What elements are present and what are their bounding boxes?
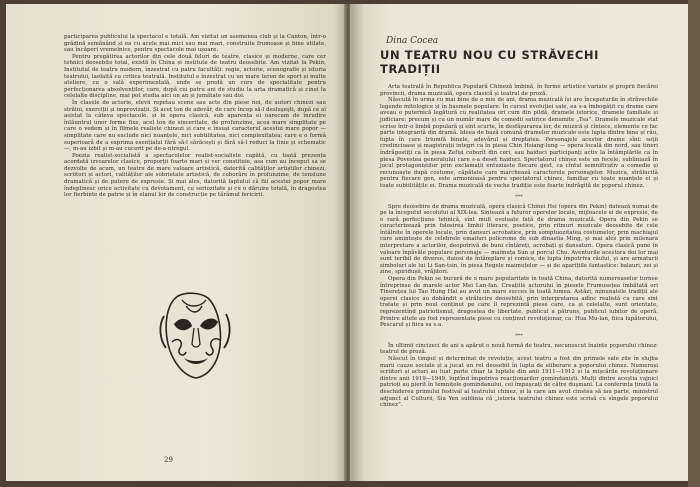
article-title: UN TEATRU NOU CU STRĂVECHI TRADIȚII xyxy=(380,48,600,76)
left-paragraph: În clasele de actorie, elevii repetau scene sau acte din piese noi, de autori chinezi sau străini, exerciții și improvizații. Și aceț ton de adevăr, de care încep să-l desluşeşti, după ce ai asistat la câteva spectacole, și în opera clasică, sub aparența ei oarecum de înrudire înlăuntrul unor forme fixe, acel ton de sinceritate, de profunzime, acea mare simplitate pe care o vedem și în filmele realiste chinezi și care e însuși caracterul acestui mare popor — simplitate care nu exclude nici nuanțele, nici subtilitatea, nici complexitatea; care e o formă superioară de a exprima esențialul fără să-l sărăcești și fără să-l reduci la linie și schematic —, m-au izbit și m-au cucerit pe de-a-ntregul. xyxy=(64,99,326,153)
right-column xyxy=(380,36,658,409)
page-number: 29 xyxy=(164,456,173,464)
book-edge xyxy=(688,0,700,487)
right-paragraph: Opera din Pekin se bucură de o mare popularitate în toată China, datorită numeroaselor turnee întreprinse de marele actor Mei Lan-fan. Creațiile actorului în piesele Frumusețea îmbătată ori Tinerețea lui Tao Hung Hai au avut un mare succes în toată lumea. Astăzi, minunatele tradiții ale operei clasice au dobândit o strălucire deosebită, prin interpretarea adînc realistă cu care sint tratate și prin noul conținut pe care îl reprezintă piese care, ca și celelalte, sunt orientate, reprezentînd patriotismul, dragostea de libertate, publicul a pătruns, publicul iubitor de operă. Printre altele au fost reprezentate piese cu conținut revoluționar, ca: Hua Mu-lan, fiica lupătorului, Pescarul și fiica sa s.a. xyxy=(380,276,658,329)
right-paragraph: În ultimii cincizeci de ani a apărut o nouă formă de teatru, necunoscut înainte poporului chinez: teatrul de proză. xyxy=(380,342,658,356)
section-separator: *** xyxy=(515,193,523,200)
left-page xyxy=(6,4,346,481)
left-paragraph: Poezia realist-socialistă a spectacolelor realist-socialiste capătă, cu toată prezența acordată izvoarelor clasice, proporții foarte mari și ver constituie, asa cum au început sa se dezvolte de acum, un teatru de mare valoare artistică, datorită calităților artiștilor chinezi, scriitori și actori, calităților ale sobrietate artistică, de coborâre în profunzime, de tensiune dramatică și de putere de expresie. Și mai ales, datorită faptului că fiii acestui popor mare îndeplinesc orice activitate cu devotament, cu seriozitate și cu o dăruire totală, în dragostea lor fierbinte de patrie și în elanul lor de construcție pe tărâmul fericirii. xyxy=(64,152,326,199)
right-paragraph: Arta teatrală în Republica Populară Chineză îmbină, în forme artistice variate și proprii fiecărei provincii, drama muzicală, opera clasică și teatrul de proză. xyxy=(380,84,658,97)
right-page xyxy=(350,4,690,481)
opera-mask-illustration xyxy=(156,286,234,382)
left-paragraph: Pentru pregătirea actorilor din cele două feluri de teatre, clasice și moderne, care cer tehnici deosebite total, există în China și institute de teatru deosebite. Am vizitat la Pekin, Institutul de teatru modern, înzestrat cu patru facultăți: regie, actorie, scenografie și istoria teatrului, laolaltă cu critica teatrală. Institutul e înzestrat cu un mare teren de sport și multe ateliere, cu o sală experimentală, unde se predă un curs de specialitate pentru perfecționarea absolvenților, care, după cei patru ani de studiu la arta dramatică și cinei la celelalte discipline, mai pot studia aici un an și jumătate sau doi. xyxy=(64,53,326,100)
right-paragraph: Spre deosebire de drama muzicală, opera clasică Chinei Hsi (opera din Pekin) datează numai de pe la începutul secolului al XIX-lea. Sintează a futurer operelor locale, mijloacele ei de expresie, de o rară perfecțiune tehnică, sînt mult evoluate față de drama muzicală. Opera din Pekin se caracterizează prin folosirea limbii literare, poetice, prin ritmuri muzicale deosebite de cele întâlnite în operele locale, prin dansuri acrobatice, prin somptuozitatea costumelor, prin machiajul care amintește de celebrele emailuri policrome de sub dinastia Ming, și mai ales prin milenara interpretare a actorilor, deopotrivă de buni cîntăreți, acrobați și dansatori. Opera clasică pune în valoare înpăvăle populare personaje — maimuța Sun și porcul Chu. Aventurile acestora doi lor mai sunt teribil de diverse, duiosi de întâmplare și comice, de lupta împotriva răului, și are armaturii simboluri ale lui Li San-tsin, în piesa Regele maimuțelor — și de aparițiile fantastice: balauri, zei și zine, spiridușii, vrăjitori. xyxy=(380,203,658,276)
left-column xyxy=(64,34,326,199)
right-paragraph: Născut în timpul și determinat de revoluție, acest teatru a fost din primele sale zile în slujba marii cauze sociale și a jucat un rol deosebit în lupta de eliberare a poporului chinez. Numeroși scriitori și actori au luat parte chiar la luptele din anii 1911—1912 și la mișcările revoluționare dintre anii 1919—1949, luptînd împotriva reacționarilor gomindaniști. Mulți dintre aceștia vajnici patrioți au pierit în temnițele gomindanului, cei împușcați de către duşmani. La conferința ținută la deschiderea primului festival al teatrului chinez, și la care am avut cinstea să iau parte, ministrul adjunct al Culturii, Sia Yen sublinia că „istoria teatrului chinez este scrisă cu sîngele poporului chinez”. xyxy=(380,355,658,409)
section-separator: *** xyxy=(515,332,523,339)
article-author: Dina Cocea xyxy=(386,36,439,46)
right-paragraph: Născută în urma cu mai bine de o mie de ani, drama muzicală își are începuturile în străvechile legende mitologice și în basmele populare. În cursul evoluției sale, ea s-a îmbogățit cu drame care aveau o puternică legătură cu realitatea ori cum din pildă, dramele istorice, dramele familiale și judiciare; precum și cu un număr mare de comedii satirice denumite „Tsa”. Dramele muzicale stat scrise într-o limbă populară și sint scurte, în desfășurarea lor, de muzică și cîntece, elemente ce fac parte integrantă din dramă. Ideea de bază comună dramelor muzicale este lupta dintre bine și rău, lupta în care triumfă binele, adevărul și dreptatea. Personajele acestor drame sînt: soții credincioase și magistrații integri ca în piesa Chin Hsiang-lung — opera locală din nord, sau tineri îndrăgostiți ca în piesa Zefiși coborît din ceri, sau haiduci participanți activ la întâmplările ca în piesa Povestea generalului care s-a deset haiduci. Spectatorul chinez este un fecele, subliniază în jocul protagoniștilor prin exclamații entuziaste fiecare gest, ca cîntul semnificativ a comedie și recunoaște după costume, căpătate care marchează caracterele personajelor. Muzica, strălucită pentru fiecare gen, este armonioasă pentru spectatorul chinez, familiar cu toate nuanțele ei și toate subtilitățile ei. Drama muzicală de veche tradiție este foarte îndrăgită de poporul chinez. xyxy=(380,97,658,189)
left-paragraph: participarea publicului la spectacol e totală. Am vizitat un asemenea club și la Canton, într-o grădină semănând și ea cu acele mai mici sau mai mari, construite frumoase și bine utilate, sau încăperi vremelnice, pentru spectacole mai ușoare. xyxy=(64,34,326,54)
